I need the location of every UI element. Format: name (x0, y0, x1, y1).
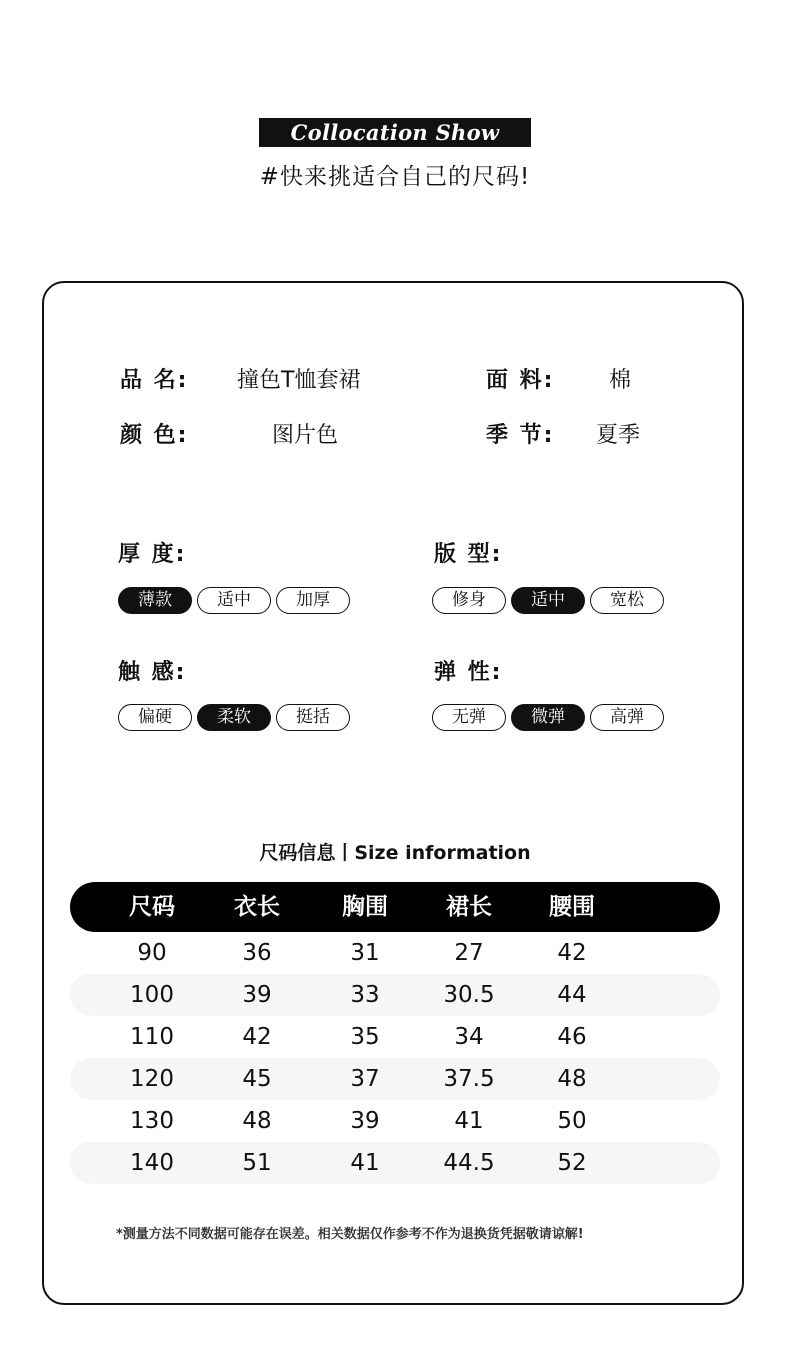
elasticity-option-chip: 高弹 (590, 704, 664, 731)
fit-label: 版 型: (434, 542, 503, 567)
table-cell: 42 (242, 1024, 272, 1050)
table-cell: 35 (350, 1024, 380, 1050)
fabric-value: 棉 (609, 368, 632, 393)
table-cell: 41 (454, 1108, 484, 1134)
table-cell: 44 (557, 982, 587, 1008)
fit-option-chip: 修身 (432, 587, 506, 614)
fabric-label: 面 料: (486, 368, 555, 393)
table-cell: 41 (350, 1150, 380, 1176)
table-row (70, 1016, 720, 1058)
table-cell: 33 (350, 982, 380, 1008)
table-cell: 48 (242, 1108, 272, 1134)
subtitle: #快来挑适合自己的尺码! (259, 164, 531, 190)
table-cell: 39 (242, 982, 272, 1008)
table-cell: 39 (350, 1108, 380, 1134)
name-label: 品 名: (120, 368, 189, 393)
table-header-cell: 裙长 (446, 894, 492, 920)
table-row (70, 1058, 720, 1100)
table-cell: 140 (130, 1150, 174, 1176)
collocation-show-banner: Collocation Show (259, 118, 531, 147)
table-cell: 90 (137, 940, 167, 966)
table-cell: 34 (454, 1024, 484, 1050)
table-row (70, 932, 720, 974)
table-cell: 130 (130, 1108, 174, 1134)
thickness-options (118, 587, 350, 614)
color-value: 图片色 (272, 423, 339, 448)
thickness-option-chip: 加厚 (276, 587, 350, 614)
table-cell: 27 (454, 940, 484, 966)
elasticity-label: 弹 性: (434, 660, 503, 685)
touch-option-chip: 挺括 (276, 704, 350, 731)
thickness-option-chip: 适中 (197, 587, 271, 614)
table-row (70, 1100, 720, 1142)
color-label: 颜 色: (120, 423, 189, 448)
thickness-label: 厚 度: (118, 542, 187, 567)
table-cell: 100 (130, 982, 174, 1008)
table-row (70, 974, 720, 1016)
table-cell: 51 (242, 1150, 272, 1176)
size-table-title: 尺码信息丨Size information (259, 842, 531, 864)
elasticity-option-chip: 微弹 (511, 704, 585, 731)
table-cell: 37.5 (443, 1066, 495, 1092)
table-cell: 30.5 (443, 982, 495, 1008)
touch-label: 触 感: (118, 660, 187, 685)
season-value: 夏季 (596, 423, 641, 448)
size-table-header (70, 882, 720, 932)
table-cell: 46 (557, 1024, 587, 1050)
name-value: 撞色T恤套裙 (237, 368, 361, 393)
table-cell: 36 (242, 940, 272, 966)
table-cell: 50 (557, 1108, 587, 1134)
fit-option-chip: 适中 (511, 587, 585, 614)
fit-options (432, 587, 664, 614)
season-label: 季 节: (486, 423, 555, 448)
table-cell: 45 (242, 1066, 272, 1092)
table-header-cell: 尺码 (129, 894, 175, 920)
disclaimer-note: *测量方法不同数据可能存在误差。相关数据仅作参考不作为退换货凭据敬请谅解! (116, 1227, 584, 1242)
elasticity-option-chip: 无弹 (432, 704, 506, 731)
table-cell: 48 (557, 1066, 587, 1092)
table-cell: 52 (557, 1150, 587, 1176)
thickness-option-chip: 薄款 (118, 587, 192, 614)
fit-option-chip: 宽松 (590, 587, 664, 614)
table-cell: 37 (350, 1066, 380, 1092)
touch-option-chip: 柔软 (197, 704, 271, 731)
touch-option-chip: 偏硬 (118, 704, 192, 731)
table-header-cell: 衣长 (234, 894, 280, 920)
table-header-cell: 胸围 (342, 894, 388, 920)
table-header-cell: 腰围 (549, 894, 595, 920)
elasticity-options (432, 704, 664, 731)
table-cell: 42 (557, 940, 587, 966)
touch-options (118, 704, 350, 731)
table-cell: 120 (130, 1066, 174, 1092)
table-cell: 44.5 (443, 1150, 495, 1176)
table-cell: 31 (350, 940, 380, 966)
table-row (70, 1142, 720, 1184)
table-cell: 110 (130, 1024, 174, 1050)
